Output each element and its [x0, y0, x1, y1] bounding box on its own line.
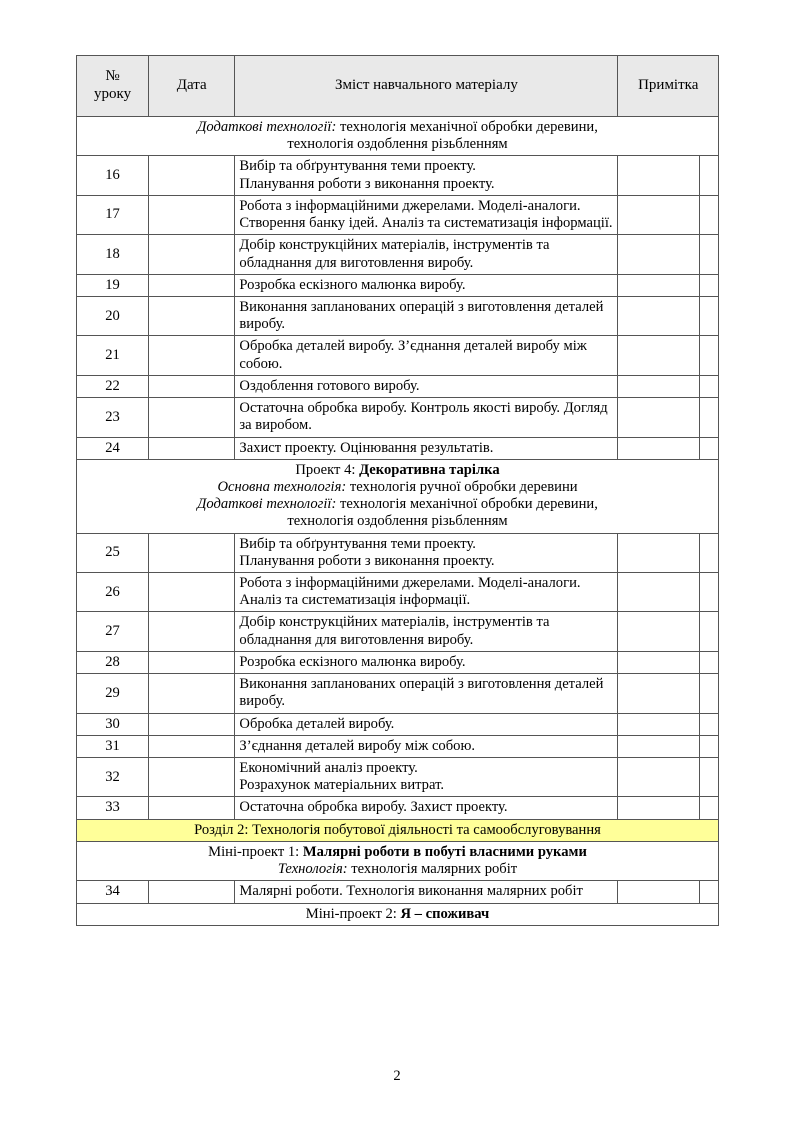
emphasis-label: Додаткові технології: — [197, 496, 337, 513]
page-number: 2 — [393, 1068, 401, 1084]
cell-note-primary — [618, 533, 700, 572]
cell-note-primary — [618, 674, 700, 713]
cell-date — [149, 195, 235, 234]
cell-lesson-number: 24 — [77, 437, 149, 459]
cell-note-secondary — [700, 573, 719, 612]
table-row — [77, 797, 719, 819]
heading-normal-text: технологія оздоблення різьбленням — [287, 513, 508, 530]
cell-note-primary — [618, 156, 700, 195]
cell-date — [149, 235, 235, 274]
cell-content — [235, 758, 618, 797]
heading-normal-text: Міні-проект 1: — [208, 843, 303, 860]
cell-lesson-number: 32 — [77, 758, 149, 797]
emphasis-label: Основна технологія: — [217, 478, 347, 495]
section-heading-chapter: Розділ 2: Технологія побутової діяльності та самообслуговування — [77, 819, 719, 841]
content-line: Планування роботи з виконання проекту. — [239, 552, 495, 569]
table-row — [77, 533, 719, 572]
cell-note-primary — [618, 235, 700, 274]
cell-content — [235, 398, 618, 437]
cell-note-primary — [618, 296, 700, 335]
cell-lesson-number: 18 — [77, 235, 149, 274]
cell-date — [149, 375, 235, 397]
cell-note-secondary — [700, 375, 719, 397]
content-line: Економічний аналіз проекту. — [239, 760, 418, 776]
cell-date — [149, 735, 235, 757]
content-line: Захист проекту. Оцінювання результатів. — [239, 439, 494, 456]
section-note-row — [77, 117, 719, 156]
content-line: Обробка деталей виробу. З’єднання деталей виробу між собою. — [239, 338, 587, 372]
cell-content — [235, 235, 618, 274]
cell-note-secondary — [700, 274, 719, 296]
cell-content — [235, 881, 618, 903]
column-header-lesson-number — [77, 56, 149, 117]
cell-content — [235, 533, 618, 572]
cell-date — [149, 274, 235, 296]
cell-note-secondary — [700, 881, 719, 903]
cell-note-primary — [618, 437, 700, 459]
section-highlight-row — [77, 819, 719, 841]
cell-lesson-number: 22 — [77, 375, 149, 397]
cell-note-primary — [618, 758, 700, 797]
column-header-content: Зміст навчального матеріалу — [235, 56, 618, 117]
cell-note-secondary — [700, 713, 719, 735]
cell-note-secondary — [700, 533, 719, 572]
content-line: Вибір та обґрунтування теми проекту. — [239, 158, 476, 175]
table-row — [77, 881, 719, 903]
emphasis-label: Додаткові технології: — [197, 119, 337, 135]
cell-lesson-number: 34 — [77, 881, 149, 903]
cell-content — [235, 274, 618, 296]
heading-line — [81, 462, 714, 479]
cell-content — [235, 713, 618, 735]
cell-lesson-number: 23 — [77, 398, 149, 437]
lesson-schedule-table — [76, 55, 719, 926]
content-line: З’єднання деталей виробу між собою. — [239, 737, 475, 754]
cell-lesson-number: 29 — [77, 674, 149, 713]
heading-line — [81, 136, 714, 153]
cell-lesson-number: 30 — [77, 713, 149, 735]
content-line: Малярні роботи. Технологія виконання малярних робіт — [239, 883, 583, 900]
emphasis-label: Технологія: — [277, 861, 348, 878]
cell-note-primary — [618, 573, 700, 612]
cell-content — [235, 336, 618, 375]
table-header-row — [77, 56, 719, 117]
cell-note-secondary — [700, 336, 719, 375]
content-line: Робота з інформаційними джерелами. Моделі-аналоги. Створення банку ідей. Аналіз та систематизація інформації. — [239, 197, 613, 232]
cell-note-primary — [618, 375, 700, 397]
lesson-number-word: уроку — [94, 86, 132, 102]
cell-lesson-number: 25 — [77, 533, 149, 572]
column-header-note: Примітка — [618, 56, 719, 117]
table-row — [77, 713, 719, 735]
content-line: Розробка ескізного малюнка виробу. — [239, 276, 466, 293]
cell-note-primary — [618, 735, 700, 757]
cell-note-primary — [618, 195, 700, 234]
cell-note-secondary — [700, 195, 719, 234]
cell-date — [149, 612, 235, 651]
lesson-number-symbol: № — [105, 68, 120, 85]
column-header-date: Дата — [149, 56, 235, 117]
heading-line — [81, 513, 714, 530]
content-line: Планування роботи з виконання проекту. — [239, 175, 495, 192]
cell-lesson-number: 21 — [77, 336, 149, 375]
cell-date — [149, 881, 235, 903]
table-row — [77, 674, 719, 713]
cell-date — [149, 651, 235, 673]
cell-note-primary — [618, 336, 700, 375]
cell-note-secondary — [700, 235, 719, 274]
heading-normal-text: технологія ручної обробки деревини — [346, 478, 578, 495]
heading-bold-text: Декоративна тарілка — [359, 461, 500, 478]
content-line: Обробка деталей виробу. — [239, 715, 395, 732]
project-header-row — [77, 459, 719, 533]
heading-normal-text: технологія оздоблення різьбленням — [287, 136, 508, 153]
cell-content — [235, 612, 618, 651]
cell-lesson-number: 20 — [77, 296, 149, 335]
cell-note-secondary — [700, 735, 719, 757]
cell-content — [235, 296, 618, 335]
cell-date — [149, 156, 235, 195]
cell-content — [235, 195, 618, 234]
heading-line — [81, 479, 714, 496]
content-line: Остаточна обробка виробу. Захист проекту. — [239, 799, 508, 816]
table-row — [77, 651, 719, 673]
cell-content — [235, 156, 618, 195]
cell-note-secondary — [700, 156, 719, 195]
heading-line — [81, 844, 714, 861]
heading-normal-text: технологія малярних робіт — [347, 861, 518, 878]
cell-date — [149, 713, 235, 735]
cell-note-secondary — [700, 612, 719, 651]
project-header-text — [77, 841, 719, 880]
table-row — [77, 195, 719, 234]
content-line: Остаточна обробка виробу. Контроль якості виробу. Догляд за виробом. — [239, 400, 608, 434]
content-line: Виконання запланованих операцій з виготовлення деталей виробу. — [239, 676, 604, 710]
cell-note-primary — [618, 274, 700, 296]
table-row — [77, 573, 719, 612]
cell-note-secondary — [700, 296, 719, 335]
heading-normal-text: технологія механічної обробки деревини, — [336, 496, 598, 513]
cell-note-primary — [618, 713, 700, 735]
cell-date — [149, 758, 235, 797]
cell-note-primary — [618, 398, 700, 437]
cell-content — [235, 375, 618, 397]
cell-note-secondary — [700, 437, 719, 459]
cell-lesson-number: 28 — [77, 651, 149, 673]
cell-lesson-number: 31 — [77, 735, 149, 757]
cell-date — [149, 336, 235, 375]
project-header-row — [77, 841, 719, 880]
cell-note-primary — [618, 881, 700, 903]
heading-line — [81, 906, 714, 923]
table-row — [77, 336, 719, 375]
table-row — [77, 398, 719, 437]
table-header — [77, 56, 719, 117]
cell-date — [149, 296, 235, 335]
content-line: Добір конструкційних матеріалів, інструментів та обладнання для виготовлення виробу. — [239, 614, 550, 648]
project-header-text — [77, 903, 719, 925]
heading-line — [81, 119, 714, 136]
cell-note-secondary — [700, 758, 719, 797]
table-row — [77, 296, 719, 335]
content-line: Оздоблення готового виробу. — [239, 377, 420, 394]
cell-content — [235, 735, 618, 757]
cell-lesson-number: 19 — [77, 274, 149, 296]
table-row — [77, 437, 719, 459]
cell-lesson-number: 26 — [77, 573, 149, 612]
project-header-row — [77, 903, 719, 925]
cell-note-secondary — [700, 797, 719, 819]
cell-note-primary — [618, 612, 700, 651]
cell-lesson-number: 16 — [77, 156, 149, 195]
table-row — [77, 735, 719, 757]
heading-line — [81, 861, 714, 878]
cell-date — [149, 797, 235, 819]
content-line: Розрахунок матеріальних витрат. — [239, 777, 445, 794]
section-note-text — [77, 117, 719, 156]
cell-date — [149, 398, 235, 437]
heading-bold-text: Я – споживач — [400, 905, 490, 922]
heading-normal-text: Проект 4: — [295, 461, 360, 478]
cell-content — [235, 437, 618, 459]
table-body — [77, 117, 719, 926]
cell-note-secondary — [700, 398, 719, 437]
content-line: Виконання запланованих операцій з виготовлення деталей виробу. — [239, 298, 604, 333]
cell-content — [235, 651, 618, 673]
cell-lesson-number: 33 — [77, 797, 149, 819]
heading-normal-text: технологія механічної обробки деревини, — [336, 119, 598, 135]
cell-lesson-number: 17 — [77, 195, 149, 234]
cell-content — [235, 573, 618, 612]
cell-content — [235, 674, 618, 713]
cell-note-primary — [618, 797, 700, 819]
table-row — [77, 612, 719, 651]
content-line: Добір конструкційних матеріалів, інструментів та обладнання для виготовлення виробу. — [239, 237, 550, 271]
content-line: Розробка ескізного малюнка виробу. — [239, 653, 466, 670]
cell-date — [149, 533, 235, 572]
project-header-text — [77, 459, 719, 533]
content-line: Вибір та обґрунтування теми проекту. — [239, 535, 476, 552]
cell-lesson-number: 27 — [77, 612, 149, 651]
table-row — [77, 274, 719, 296]
cell-date — [149, 573, 235, 612]
cell-content — [235, 797, 618, 819]
heading-line — [81, 496, 714, 513]
heading-normal-text: Міні-проект 2: — [305, 905, 401, 922]
cell-date — [149, 437, 235, 459]
table-row — [77, 758, 719, 797]
table-row — [77, 235, 719, 274]
cell-note-secondary — [700, 651, 719, 673]
content-line: Робота з інформаційними джерелами. Моделі-аналоги. Аналіз та систематизація інформації. — [239, 575, 581, 609]
cell-note-primary — [618, 651, 700, 673]
cell-date — [149, 674, 235, 713]
cell-note-secondary — [700, 674, 719, 713]
table-row — [77, 375, 719, 397]
heading-bold-text: Малярні роботи в побуті власними руками — [302, 843, 587, 860]
table-row — [77, 156, 719, 195]
